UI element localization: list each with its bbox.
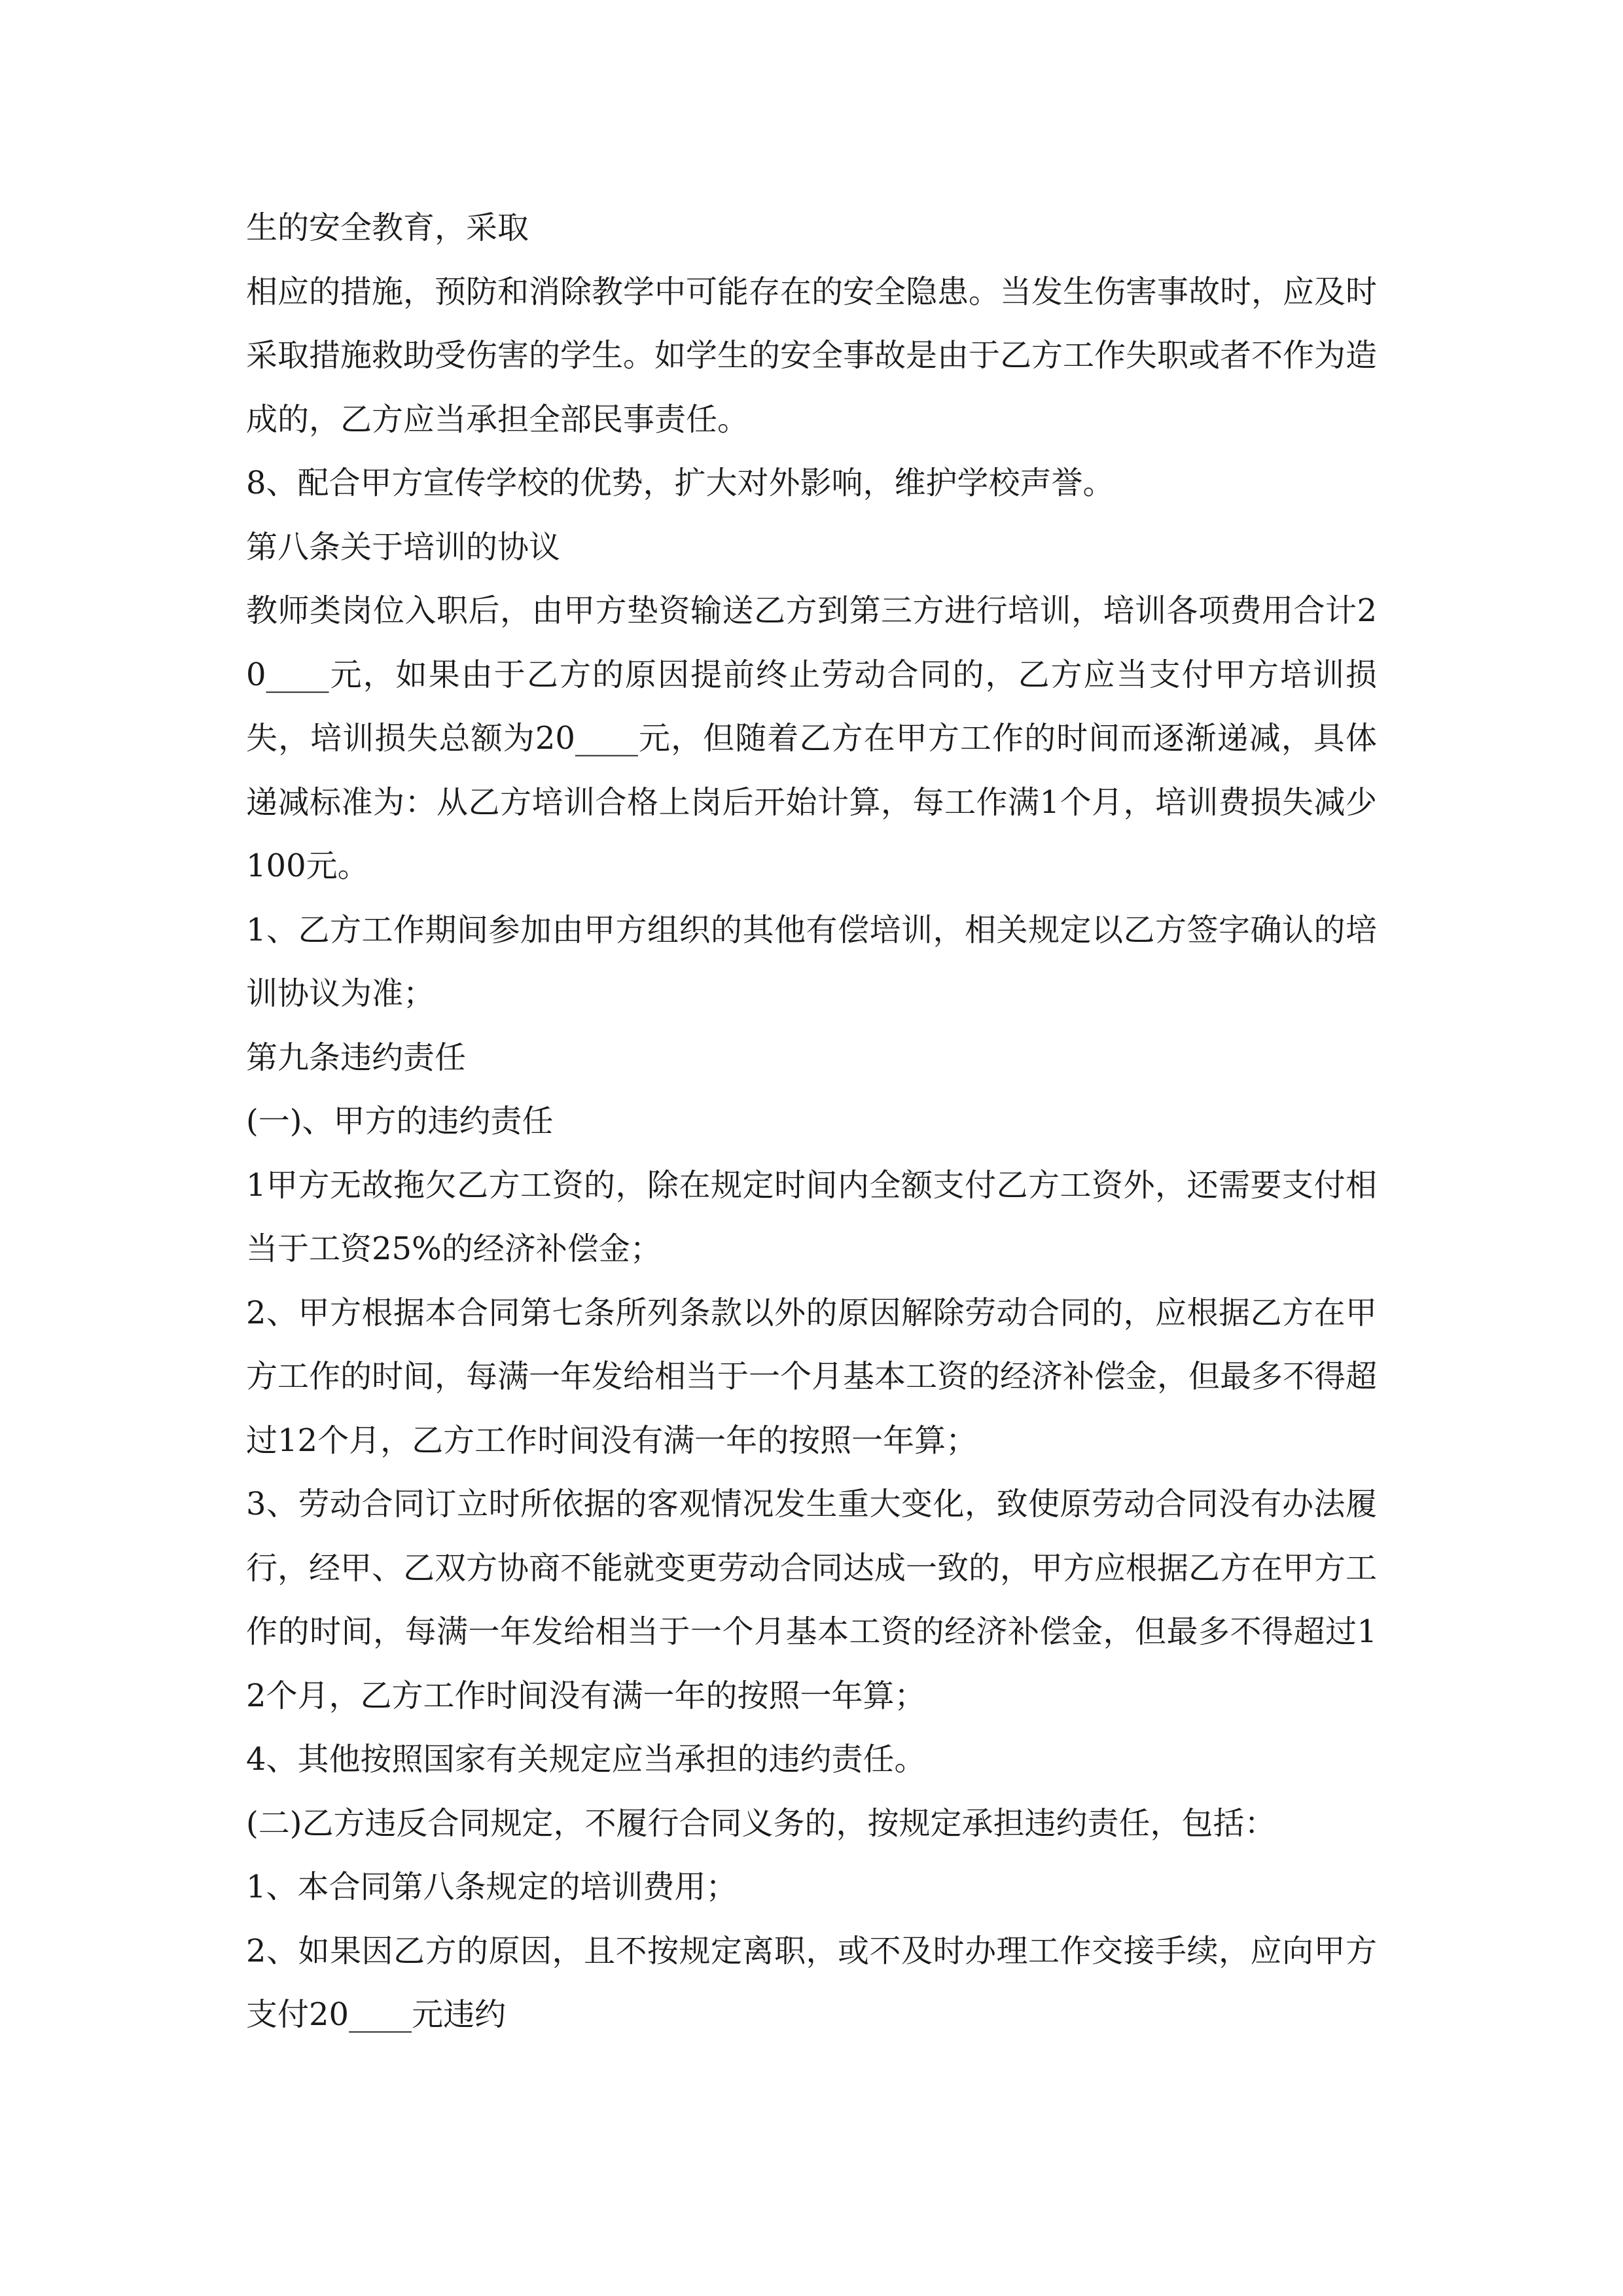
paragraph-training-cost: 1、本合同第八条规定的培训费用； xyxy=(246,1869,738,1905)
paragraph-paid-training: 1、乙方工作期间参加由甲方组织的其他有偿培训，相关规定以乙方签字确认的培训协议为准； xyxy=(246,911,1377,1012)
paragraph-termination-compensation: 2、甲方根据本合同第七条所列条款以外的原因解除劳动合同的，应根据乙方在甲方工作的时间，每满一年发给相当于一个月基本工资的经济补偿金，但最多不得超过12个月，乙方工作时间没有满一年的按照一年算； xyxy=(246,1294,1378,1459)
paragraph-safety-measures: 相应的措施，预防和消除教学中可能存在的安全隐患。当发生伤害事故时，应及时采取措施救助受伤害的学生。如学生的安全事故是由于乙方工作失职或者不作为造成的，乙方应当承担全部民事责任。 xyxy=(246,273,1378,438)
paragraph-changed-circumstances: 3、劳动合同订立时所依据的客观情况发生重大变化，致使原劳动合同没有办法履行，经甲、乙双方协商不能就变更劳动合同达成一致的，甲方应根据乙方在甲方工作的时间，每满一年发给相当于一个月基本工资的经济补偿金，但最多不得超过12个月，乙方工作时间没有满一年的按照一年算； xyxy=(246,1486,1378,1714)
paragraph-item-8-promotion: 8、配合甲方宣传学校的优势，扩大对外影响，维护学校声誉。 xyxy=(246,465,1115,501)
paragraph-other-liability: 4、其他按照国家有关规定应当承担的违约责任。 xyxy=(246,1741,926,1778)
section-party-a-liability: (一)、甲方的违约责任 xyxy=(246,1103,554,1139)
section-party-b-liability: (二)乙方违反合同规定，不履行合同义务的，按规定承担违约责任，包括： xyxy=(246,1804,1276,1842)
paragraph-wage-arrears: 1甲方无故拖欠乙方工资的，除在规定时间内全额支付乙方工资外，还需要支付相当于工资25%的经济补偿金； xyxy=(246,1166,1377,1267)
document-body xyxy=(246,196,1377,2047)
paragraph-resignation-penalty: 2、如果因乙方的原因，且不按规定离职，或不及时办理工作交接手续，应向甲方支付20____元违约 xyxy=(246,1932,1377,2033)
article-8-heading: 第八条关于培训的协议 xyxy=(246,528,561,565)
paragraph-safety-education-heading: 生的安全教育，采取 xyxy=(246,209,529,246)
paragraph-training-agreement: 教师类岗位入职后，由甲方垫资输送乙方到第三方进行培训，培训各项费用合计20____元，如果由于乙方的原因提前终止劳动合同的，乙方应当支付甲方培训损失，培训损失总额为20____元，但随着乙方在甲方工作的时间而逐渐递减，具体递减标准为：从乙方培训合格上岗后开始计算，每工作满1个月，培训费损失减少100元。 xyxy=(246,592,1377,884)
article-9-heading: 第九条违约责任 xyxy=(246,1039,467,1076)
